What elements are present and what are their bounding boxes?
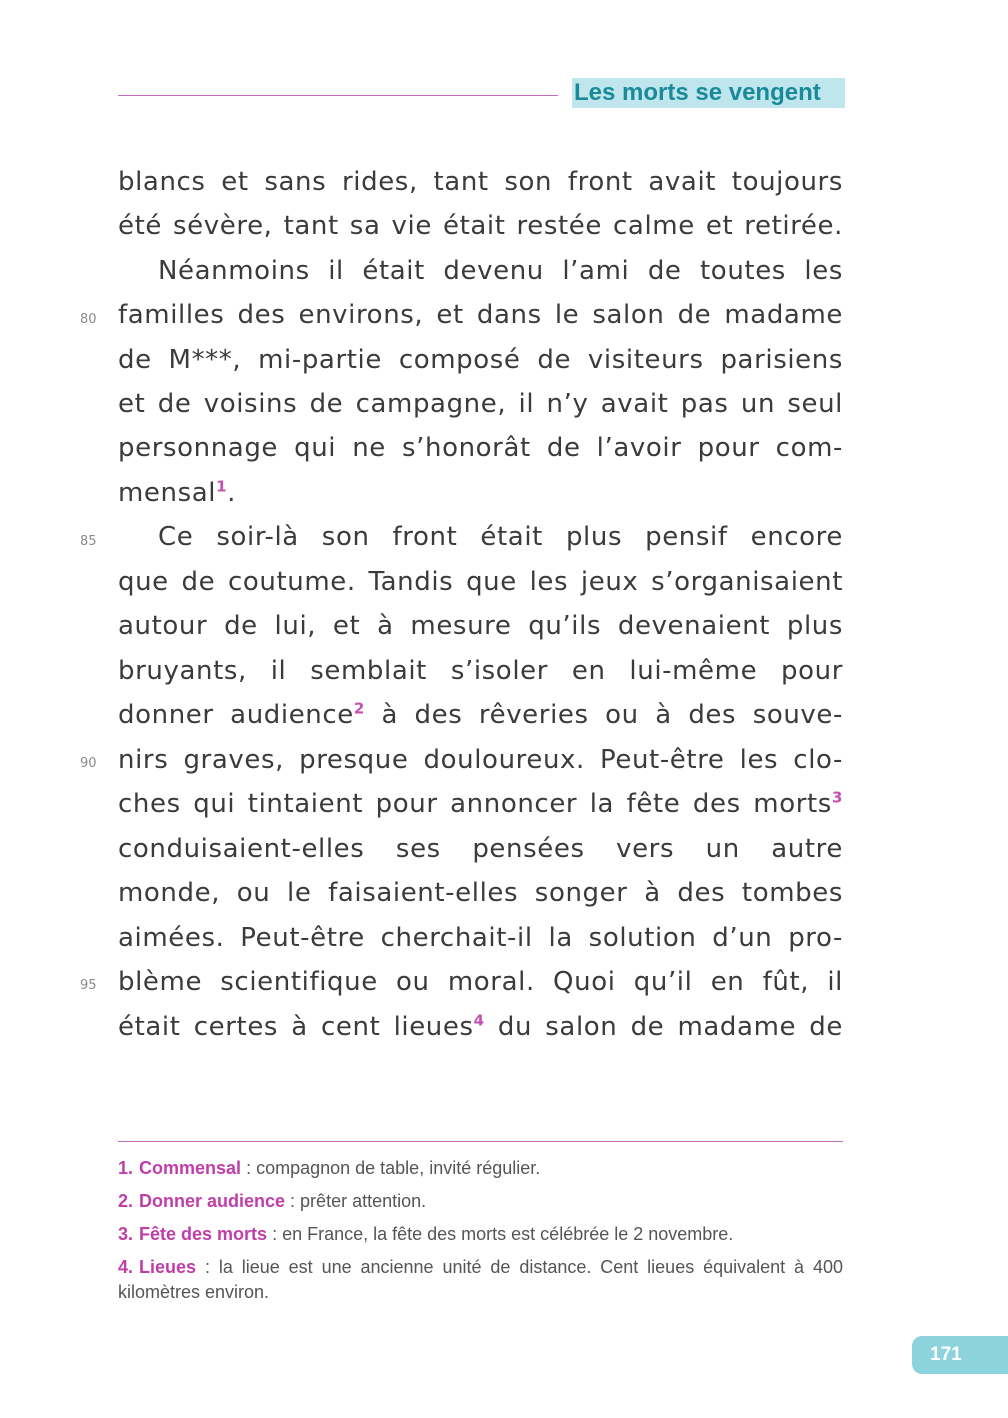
body-line: été sévère, tant sa vie était restée calme et retirée. xyxy=(118,211,843,241)
footnote-number: 1. xyxy=(118,1158,134,1178)
body-line-end: . xyxy=(227,478,237,508)
body-line: bruyants, il semblait s’isoler en lui-même pour xyxy=(118,656,843,686)
body-line xyxy=(118,473,843,513)
body-line: familles des environs, et dans le salon de madame xyxy=(118,300,843,330)
footnote-term: Commensal xyxy=(139,1158,242,1178)
footnote xyxy=(118,1156,843,1181)
header-rule xyxy=(118,95,558,96)
footnote-ref: 3 xyxy=(831,788,843,807)
footnote-number: 3. xyxy=(118,1224,134,1244)
body-line xyxy=(118,784,843,824)
body-line: personnage qui ne s’honorât de l’avoir pour com- xyxy=(118,433,843,463)
body-line-text: à des rêveries ou à des souve- xyxy=(364,700,843,730)
line-number: 85 xyxy=(80,534,97,549)
footnote xyxy=(118,1189,843,1214)
footnote-term: Donner audience xyxy=(139,1191,286,1211)
body-line: blancs et sans rides, tant son front avait toujours xyxy=(118,167,843,197)
body-line xyxy=(118,695,843,735)
body-line: aimées. Peut-être cherchait-il la solution d’un pro- xyxy=(118,923,843,953)
body-line-text: ches qui tintaient pour annoncer la fête des morts xyxy=(118,789,832,819)
body-line-text: était certes à cent lieues xyxy=(118,1012,474,1042)
footnote-text: : la lieue est une ancienne unité de distance. Cent lieues équivalent à 400 kilomètres environ. xyxy=(118,1257,843,1302)
body-line: Ce soir-là son front était plus pensif encore xyxy=(158,522,843,552)
footnote xyxy=(118,1255,843,1305)
body-line-text: mensal xyxy=(118,478,217,508)
body-line: autour de lui, et à mesure qu’ils devenaient plus xyxy=(118,611,843,641)
line-number: 80 xyxy=(80,312,97,327)
footnote-number: 4. xyxy=(118,1257,134,1277)
footnote-ref: 2 xyxy=(353,699,365,718)
footnote-ref: 1 xyxy=(216,477,228,496)
body-line: conduisaient-elles ses pensées vers un autre xyxy=(118,834,843,864)
line-number: 90 xyxy=(80,756,97,771)
body-line: Néanmoins il était devenu l’ami de toutes les xyxy=(158,256,843,286)
footnote-term: Fête des morts xyxy=(139,1224,268,1244)
body-line: et de voisins de campagne, il n’y avait pas un seul xyxy=(118,389,843,419)
footnote xyxy=(118,1222,843,1247)
footnotes-rule xyxy=(118,1141,843,1142)
body-line: de M***, mi-partie composé de visiteurs parisiens xyxy=(118,345,843,375)
body-line: monde, ou le faisaient-elles songer à des tombes xyxy=(118,878,843,908)
running-header-title: Les morts se vengent xyxy=(572,78,845,108)
body-line: blème scientifique ou moral. Quoi qu’il en fût, il xyxy=(118,967,843,997)
page-number: 171 xyxy=(930,1344,962,1365)
footnote-term: Lieues xyxy=(139,1257,197,1277)
footnote-text: : en France, la fête des morts est célébrée le 2 novembre. xyxy=(267,1224,734,1244)
body-line: nirs graves, presque douloureux. Peut-être les clo- xyxy=(118,745,843,775)
footnote-number: 2. xyxy=(118,1191,134,1211)
line-number: 95 xyxy=(80,978,97,993)
footnote-text: : prêter attention. xyxy=(285,1191,427,1211)
body-line: que de coutume. Tandis que les jeux s’organisaient xyxy=(118,567,843,597)
body-line xyxy=(118,1007,843,1047)
footnote-text: : compagnon de table, invité régulier. xyxy=(241,1158,541,1178)
footnote-ref: 4 xyxy=(473,1011,485,1030)
body-line-text: donner audience xyxy=(118,700,354,730)
body-line-text: du salon de madame de xyxy=(484,1012,843,1042)
